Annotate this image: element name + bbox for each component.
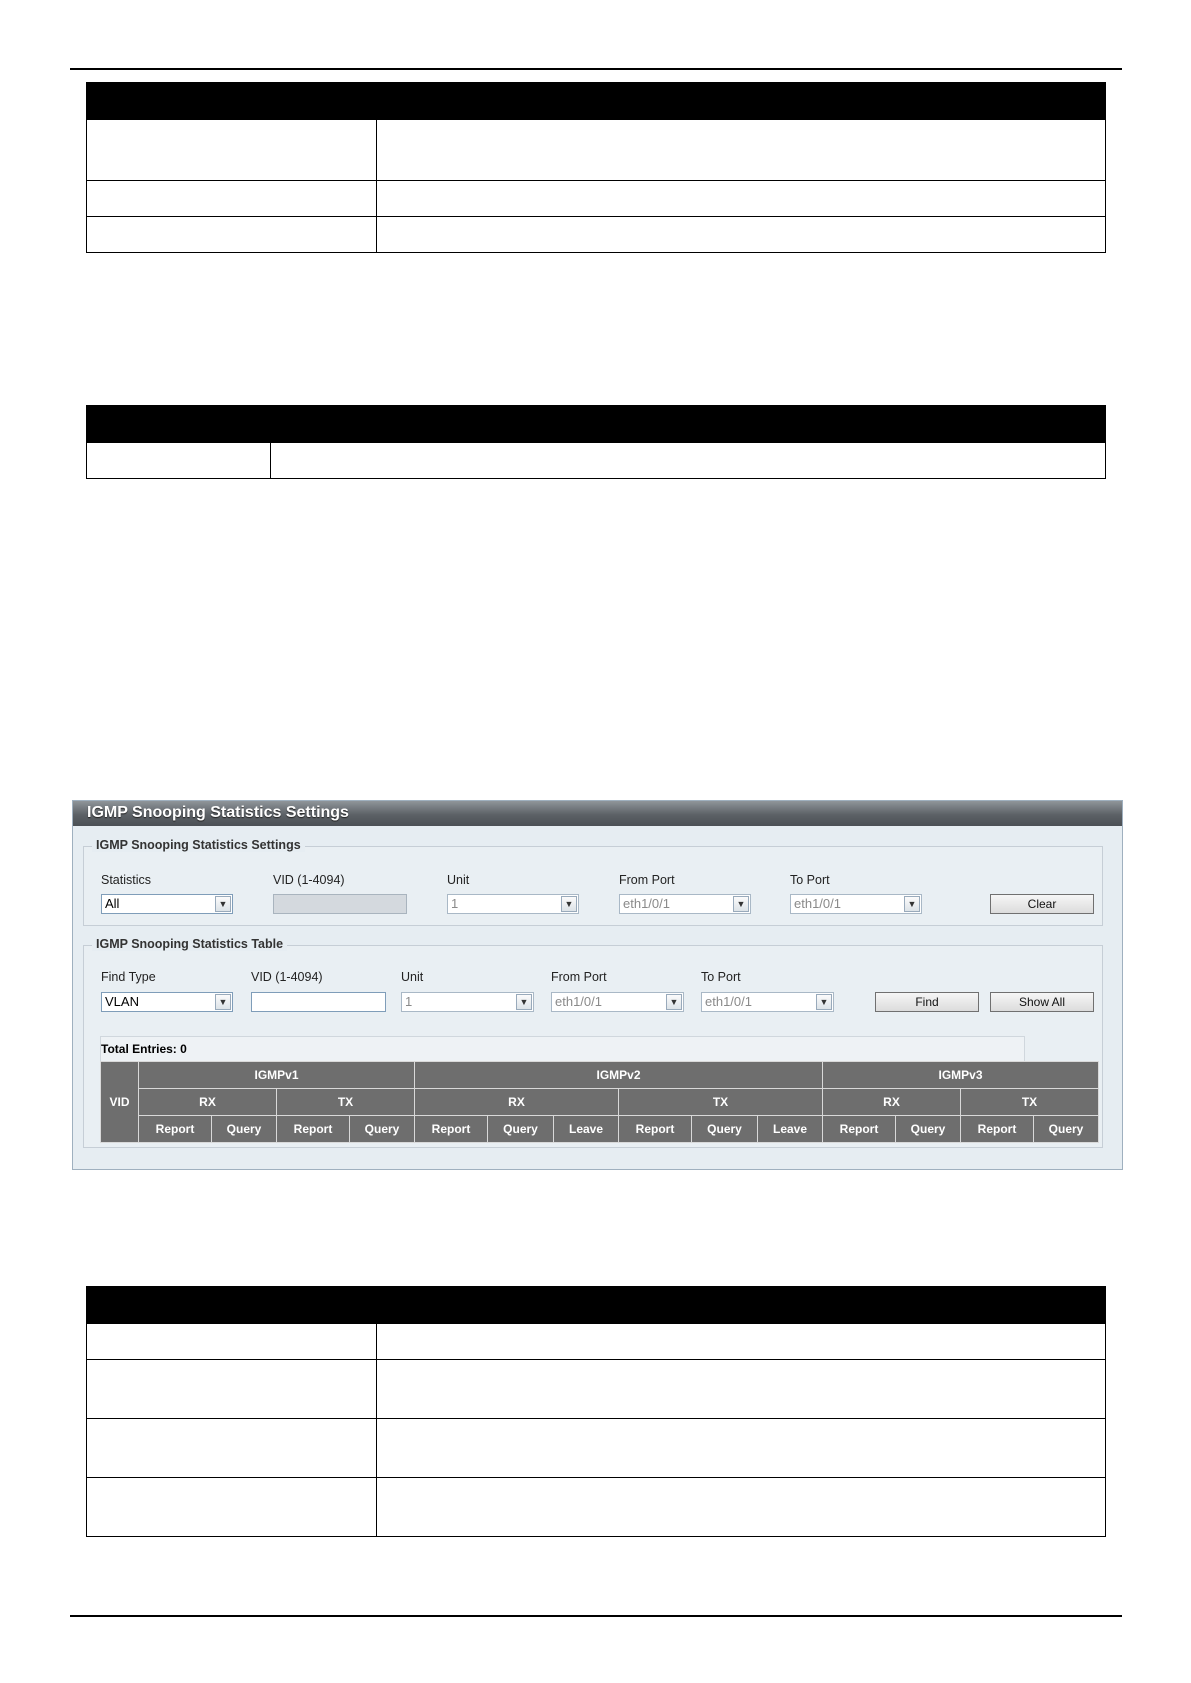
col-v1-tx-query: Query [350,1116,415,1143]
chevron-down-icon: ▼ [904,896,920,912]
col-v1-tx: TX [277,1089,415,1116]
col-vid: VID [101,1062,139,1143]
table-header [271,406,1106,443]
to-port-select[interactable] [701,992,834,1012]
header-rule [70,68,1122,70]
unit-label: Unit [401,970,424,984]
chevron-down-icon: ▼ [561,896,577,912]
col-v3-rx-report: Report [823,1116,896,1143]
unit-value: 1 [405,994,413,1009]
table-header [87,406,271,443]
col-v2-rx: RX [415,1089,619,1116]
settings-legend: IGMP Snooping Statistics Settings [92,838,305,852]
col-v3-tx-query: Query [1034,1116,1099,1143]
col-v2-tx-query: Query [692,1116,758,1143]
chevron-down-icon: ▼ [733,896,749,912]
statistics-label: Statistics [101,873,152,887]
unit-value: 1 [451,896,459,911]
statistics-select[interactable] [101,894,233,914]
footer-rule [70,1615,1122,1617]
unit-select[interactable] [447,894,579,914]
col-v1-rx: RX [139,1089,277,1116]
chevron-down-icon: ▼ [816,994,832,1010]
vid-label: VID (1-4094) [273,873,345,887]
unit-select[interactable] [401,992,534,1012]
parameter-table-1 [86,82,1106,253]
table-row [87,443,1106,479]
table-row [87,1360,1106,1419]
table-legend: IGMP Snooping Statistics Table [92,937,287,951]
table-row [87,1324,1106,1360]
chevron-down-icon: ▼ [215,994,231,1010]
table-row [87,1478,1106,1537]
find-type-label: Find Type [101,970,156,984]
col-v3-tx-report: Report [961,1116,1034,1143]
col-v1-rx-query: Query [212,1116,277,1143]
statistics-table [100,1061,1099,1143]
table-row [87,1419,1106,1478]
to-port-select[interactable] [790,894,922,914]
from-port-select[interactable] [619,894,751,914]
col-v1-tx-report: Report [277,1116,350,1143]
vid-input [273,894,407,914]
col-v3-rx-query: Query [896,1116,961,1143]
table-row [87,120,1106,181]
col-v2-rx-query: Query [488,1116,554,1143]
from-port-label: From Port [551,970,607,984]
total-entries: Total Entries: 0 [100,1036,1025,1062]
parameter-table-2 [86,405,1106,479]
chevron-down-icon: ▼ [516,994,532,1010]
table-header [377,83,1106,120]
window-title: IGMP Snooping Statistics Settings [73,801,1122,826]
col-v1-rx-report: Report [139,1116,212,1143]
statistics-value: All [105,896,120,911]
settings-group [83,838,1103,926]
igmp-snooping-statistics-window [72,800,1123,1170]
vid-input[interactable] [251,992,386,1012]
clear-button[interactable]: Clear [990,894,1094,914]
col-v2-rx-leave: Leave [554,1116,619,1143]
table-row [87,181,1106,217]
find-button[interactable]: Find [875,992,979,1012]
chevron-down-icon: ▼ [215,896,231,912]
to-port-label: To Port [790,873,830,887]
col-igmpv1: IGMPv1 [139,1062,415,1089]
find-type-select[interactable] [101,992,233,1012]
table-header [87,1287,377,1324]
col-v2-tx-leave: Leave [758,1116,823,1143]
col-igmpv2: IGMPv2 [415,1062,823,1089]
to-port-value: eth1/0/1 [705,994,752,1009]
show-all-button[interactable]: Show All [990,992,1094,1012]
table-header [87,83,377,120]
from-port-select[interactable] [551,992,684,1012]
unit-label: Unit [447,873,470,887]
col-v2-tx: TX [619,1089,823,1116]
to-port-value: eth1/0/1 [794,896,841,911]
col-v3-tx: TX [961,1089,1099,1116]
from-port-value: eth1/0/1 [623,896,670,911]
to-port-label: To Port [701,970,741,984]
chevron-down-icon: ▼ [666,994,682,1010]
parameter-table-3 [86,1286,1106,1537]
vid-label: VID (1-4094) [251,970,323,984]
col-v2-rx-report: Report [415,1116,488,1143]
statistics-table-group [83,937,1103,1148]
table-row [87,217,1106,253]
col-igmpv3: IGMPv3 [823,1062,1099,1089]
from-port-value: eth1/0/1 [555,994,602,1009]
from-port-label: From Port [619,873,675,887]
col-v3-rx: RX [823,1089,961,1116]
col-v2-tx-report: Report [619,1116,692,1143]
find-type-value: VLAN [105,994,139,1009]
table-header [377,1287,1106,1324]
